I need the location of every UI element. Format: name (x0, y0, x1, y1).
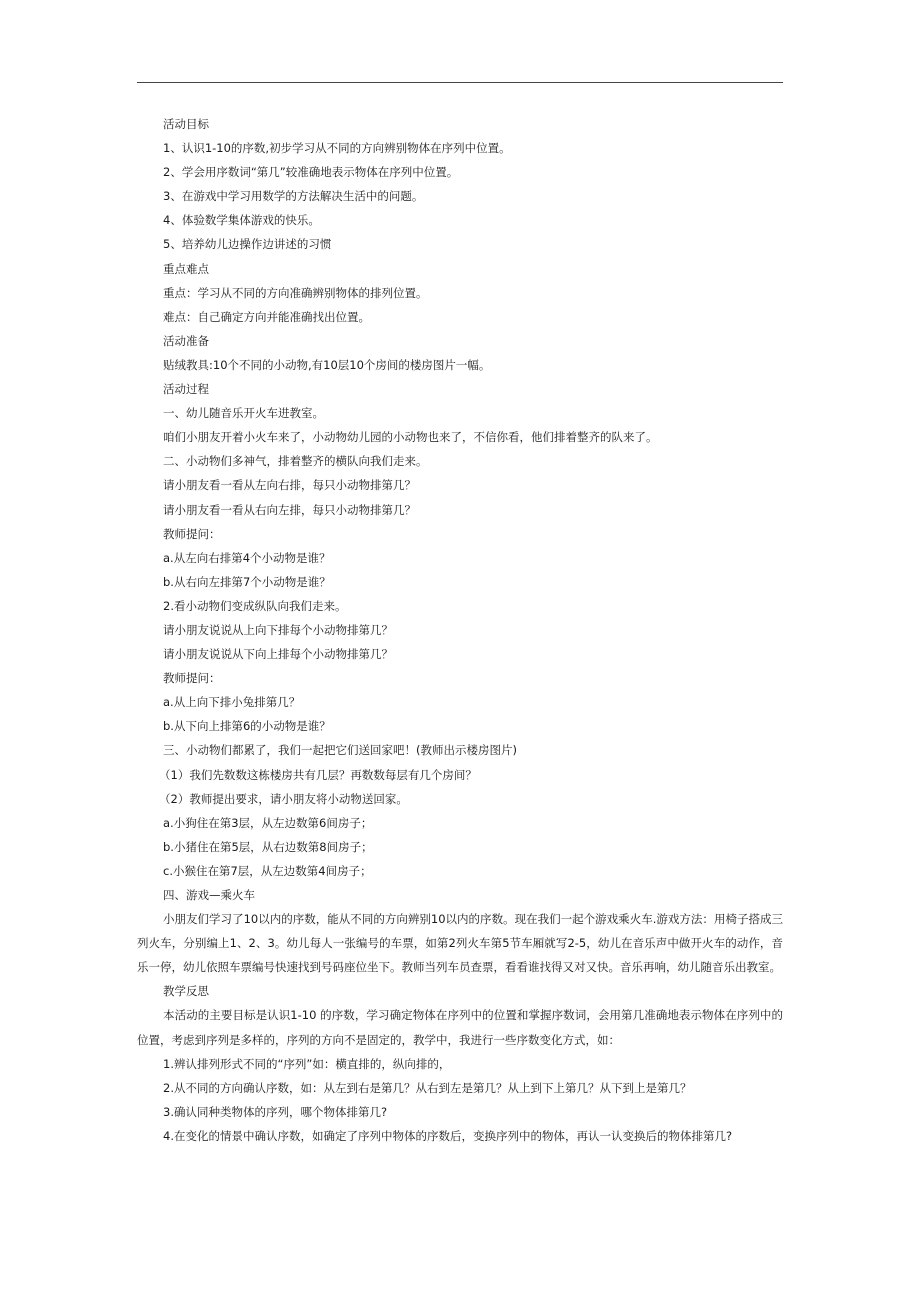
goal-item: 2、学会用序数词“第几”较准确地表示物体在序列中位置。 (163, 165, 459, 180)
heading-process: 活动过程 (163, 382, 209, 397)
reflection-item: 3.确认同种类物体的序列，哪个物体排第几? (163, 1104, 388, 1119)
teacher-question-label: 教师提问： (163, 671, 221, 686)
sub-step: （2）教师提出要求，请小朋友将小动物送回家。 (159, 791, 408, 806)
key-point-text: 重点：学习从不同的方向准确辨别物体的排列位置。 (163, 285, 428, 300)
home-item: c.小猴住在第7层，从左边数第4间房子； (163, 863, 372, 878)
goal-item: 3、在游戏中学习用数学的方法解决生活中的问题。 (163, 189, 424, 204)
process-text: 请小朋友说说从下向上排每个小动物排第几？ (163, 647, 393, 662)
heading-preparation: 活动准备 (163, 333, 209, 348)
heading-key-points: 重点难点 (163, 261, 209, 276)
heading-reflection: 教学反思 (163, 984, 209, 999)
process-text: 请小朋友看一看从右向左排，每只小动物排第几？ (163, 502, 416, 517)
goal-item: 4、体验数学集体游戏的快乐。 (163, 213, 320, 228)
reflection-item: 4.在变化的情景中确认序数，如确定了序列中物体的序数后，变换序列中的物体，再认一认变换后的物体排第几? (163, 1128, 733, 1143)
reflection-item: 1.辨认排列形式不同的“序列”如：横直排的，纵向排的， (163, 1056, 451, 1071)
goal-item: 5、培养幼儿边操作边讲述的习惯 (163, 237, 332, 252)
question-item: a.从左向右排第4个小动物是谁？ (163, 550, 331, 565)
process-step: 一、幼儿随音乐开火车进教室。 (163, 406, 324, 421)
heading-activity-goals: 活动目标 (163, 117, 209, 131)
process-step: 四、游戏—乘火车 (163, 888, 255, 902)
preparation-text: 贴绒教具:10个不同的小动物,有10层10个房间的楼房图片一幅。 (163, 357, 491, 372)
reflection-item: 2.从不同的方向确认序数，如：从左到右是第几？从右到左是第几？从上到下上第几？从下到上是第几？ (163, 1080, 692, 1095)
difficulty-text: 难点：自己确定方向并能准确找出位置。 (163, 309, 370, 324)
process-text: 2.看小动物们变成纵队向我们走来。 (163, 598, 347, 613)
reflection-paragraph: 本活动的主要目标是认识1-10 的序数，学习确定物体在序列中的位置和掌握序数词，会用第几准确地表示物体在序列中的位置，考虑到序列是多样的，序列的方向不是固定的，教学中，我进行一些序数变化方式，如： (137, 1008, 783, 1047)
teacher-question-label: 教师提问： (163, 526, 221, 541)
process-text: 咱们小朋友开着小火车来了，小动物幼儿园的小动物也来了，不信你看，他们排着整齐的队来了。 (163, 430, 658, 445)
header-rule (137, 82, 783, 83)
question-item: b.从右向左排第7个小动物是谁？ (163, 574, 331, 589)
process-step: 三、小动物们都累了，我们一起把它们送回家吧！(教师出示楼房图片) (163, 743, 517, 758)
question-item: b.从下向上排第6的小动物是谁？ (163, 719, 331, 734)
home-item: b.小猪住在第5层，从右边数第8间房子； (163, 839, 373, 854)
process-step: 二、小动物们多神气，排着整齐的横队向我们走来。 (163, 454, 428, 469)
document-body (137, 112, 783, 1148)
question-item: a.从上向下排小兔排第几？ (163, 695, 301, 710)
process-text: 请小朋友说说从上向下排每个小动物排第几？ (163, 622, 393, 637)
goal-item: 1、认识1-10的序数,初步学习从不同的方向辨别物体在序列中位置。 (163, 141, 511, 156)
home-item: a.小狗住在第3层，从左边数第6间房子； (163, 815, 373, 830)
game-paragraph: 小朋友们学习了10以内的序数，能从不同的方向辨别10以内的序数。现在我们一起个游戏乘火车.游戏方法：用椅子搭成三列火车，分别编上1、2、3。幼儿每人一张编号的车票，如第2列火车第5节车厢就写2-5，幼儿在音乐声中做开火车的动作，音乐一停，幼儿依照车票编号快速找到号码座位坐下。教师当列车员查票，看看谁找得又对又快。音乐再响，幼儿随音乐出教室。 (137, 912, 783, 975)
process-text: 请小朋友看一看从左向右排，每只小动物排第几？ (163, 478, 416, 493)
sub-step: （1）我们先数数这栋楼房共有几层？再数数每层有几个房间？ (159, 767, 477, 782)
